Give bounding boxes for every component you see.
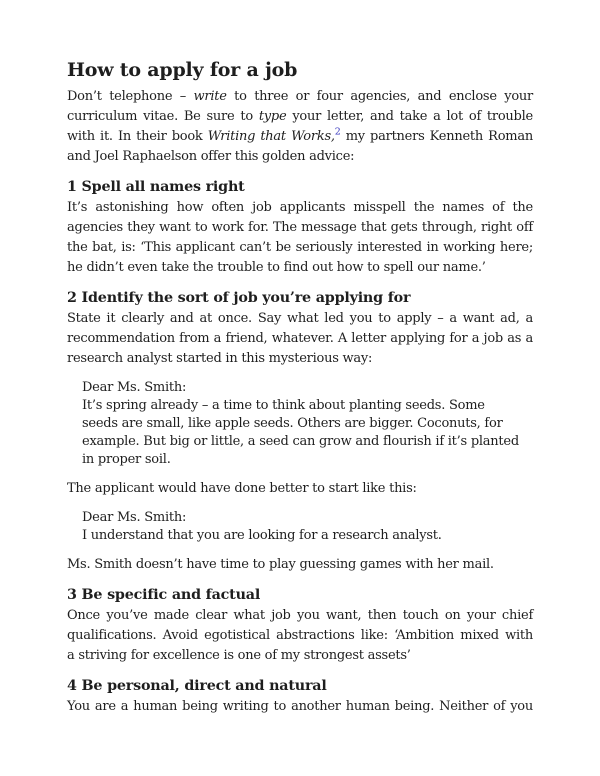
italic-text: type (258, 109, 287, 124)
text-line: agencies they want to work for. The message that gets through, right off (67, 220, 533, 235)
section-heading-1: 1 Spell all names right (67, 179, 245, 195)
text-line (67, 107, 533, 127)
section-heading-3: 3 Be specific and factual (67, 587, 261, 603)
text-segment: my partners Kenneth Roman (340, 129, 533, 144)
text-line: Dear Ms. Smith: (82, 510, 187, 525)
text-line: qualifications. Avoid egotistical abstractions like: ‘Ambition mixed with (67, 628, 533, 643)
intro-paragraph (67, 87, 533, 167)
text-line: You are a human being writing to another human being. Neither of you (67, 699, 533, 714)
text-segment: with it. In their book (67, 129, 208, 144)
text-segment: to three or four agencies, and enclose your (226, 89, 534, 104)
text-line: example. But big or little, a seed can grow and flourish if it’s planted (82, 434, 519, 449)
transition-paragraph (67, 479, 533, 499)
quote-letter-2 (82, 509, 533, 545)
footnote-link-2[interactable]: 2 (334, 126, 341, 138)
text-line: a striving for excellence is one of my strongest assets’ (67, 648, 411, 663)
section-4-paragraph (67, 697, 533, 717)
text-line: The applicant would have done better to start like this: (67, 481, 417, 496)
text-line (67, 87, 533, 107)
text-line: It’s spring already – a time to think about planting seeds. Some (82, 398, 485, 413)
quote-letter-1 (82, 379, 533, 469)
text-line (67, 127, 533, 147)
section-3-paragraph (67, 606, 533, 666)
section-2-paragraph (67, 309, 533, 369)
text-line: in proper soil. (82, 452, 171, 467)
text-line: Ms. Smith doesn’t have time to play guessing games with her mail. (67, 557, 494, 572)
text-line: State it clearly and at once. Say what led you to apply – a want ad, a (67, 311, 533, 326)
text-line: Dear Ms. Smith: (82, 380, 187, 395)
text-line: Once you’ve made clear what job you want, then touch on your chief (67, 608, 533, 623)
text-line: research analyst started in this mysterious way: (67, 351, 373, 366)
page-title: How to apply for a job (67, 59, 298, 81)
text-line: the bat, is: ‘This applicant can’t be seriously interested in working here; (67, 240, 533, 255)
text-line: recommendation from a friend, whatever. A letter applying for a job as a (67, 331, 533, 346)
text-segment: curriculum vitae. Be sure to (67, 109, 259, 124)
section-heading-4: 4 Be personal, direct and natural (67, 678, 327, 694)
italic-text: write (193, 89, 227, 104)
text-segment: Don’t telephone – (67, 89, 194, 104)
italic-text book-title: Writing that Works, (207, 129, 335, 144)
text-line: It’s astonishing how often job applicants misspell the names of the (67, 200, 533, 215)
section-heading-2: 2 Identify the sort of job you’re applying for (67, 290, 411, 306)
text-line: I understand that you are looking for a research analyst. (82, 528, 442, 543)
section-1-paragraph (67, 198, 533, 278)
text-segment: your letter, and take a lot of trouble (286, 109, 533, 124)
comment-paragraph (67, 555, 533, 575)
text-line: seeds are small, like apple seeds. Others are bigger. Coconuts, for (82, 416, 503, 431)
text-line: and Joel Raphaelson offer this golden advice: (67, 149, 355, 164)
text-line: he didn’t even take the trouble to find out how to spell our name.’ (67, 260, 486, 275)
text-column (67, 58, 533, 717)
